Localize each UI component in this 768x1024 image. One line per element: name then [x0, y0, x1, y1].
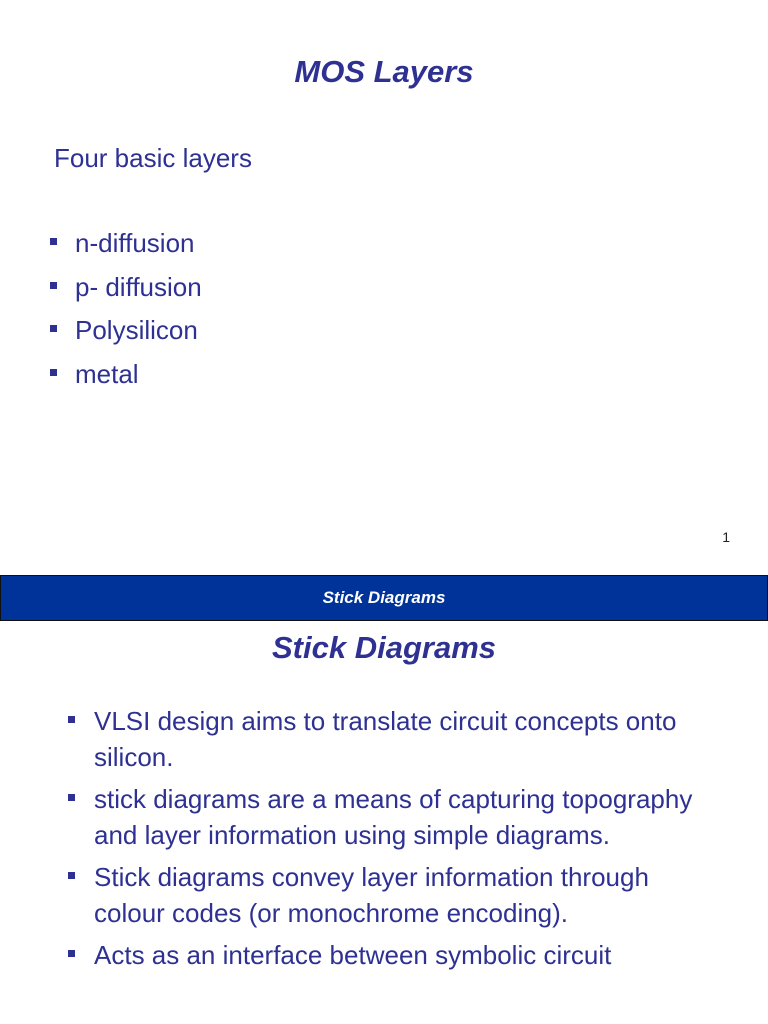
list-item	[48, 357, 202, 401]
list-item	[66, 937, 726, 973]
square-bullet-icon	[50, 238, 57, 245]
list-item-label: n-diffusion	[75, 228, 195, 258]
square-bullet-icon	[68, 716, 75, 723]
slide-stick-diagrams	[0, 575, 768, 1024]
list-item-label: stick diagrams are a means of capturing topography and layer information using simple diagrams.	[94, 784, 693, 850]
list-item	[48, 226, 202, 270]
slide-title: Stick Diagrams	[272, 630, 496, 665]
slide-header-text: Stick Diagrams	[322, 588, 446, 607]
list-item-label: metal	[75, 358, 139, 389]
list-item	[66, 703, 726, 775]
square-bullet-icon	[68, 872, 75, 879]
layer-list	[48, 226, 202, 400]
square-bullet-icon	[68, 794, 75, 801]
list-item-label: p- diffusion	[75, 271, 202, 302]
list-item-label: Stick diagrams convey layer information through colour codes (or monochrome encoding).	[94, 862, 649, 928]
square-bullet-icon	[50, 282, 57, 289]
list-item	[66, 781, 726, 853]
list-item-label: VLSI design aims to translate circuit concepts onto silicon.	[94, 706, 677, 772]
bullet-list	[66, 703, 726, 979]
list-item	[48, 270, 202, 314]
list-item	[48, 313, 202, 357]
list-item-label: Polysilicon	[75, 315, 198, 345]
square-bullet-icon	[68, 950, 75, 957]
list-item	[66, 859, 726, 931]
slide-title: MOS Layers	[294, 54, 474, 89]
square-bullet-icon	[50, 325, 57, 332]
list-item-label: Acts as an interface between symbolic circuit	[94, 940, 612, 970]
slide-intro-text: Four basic layers	[54, 143, 252, 173]
page-number: 1	[722, 529, 730, 545]
square-bullet-icon	[50, 369, 57, 376]
